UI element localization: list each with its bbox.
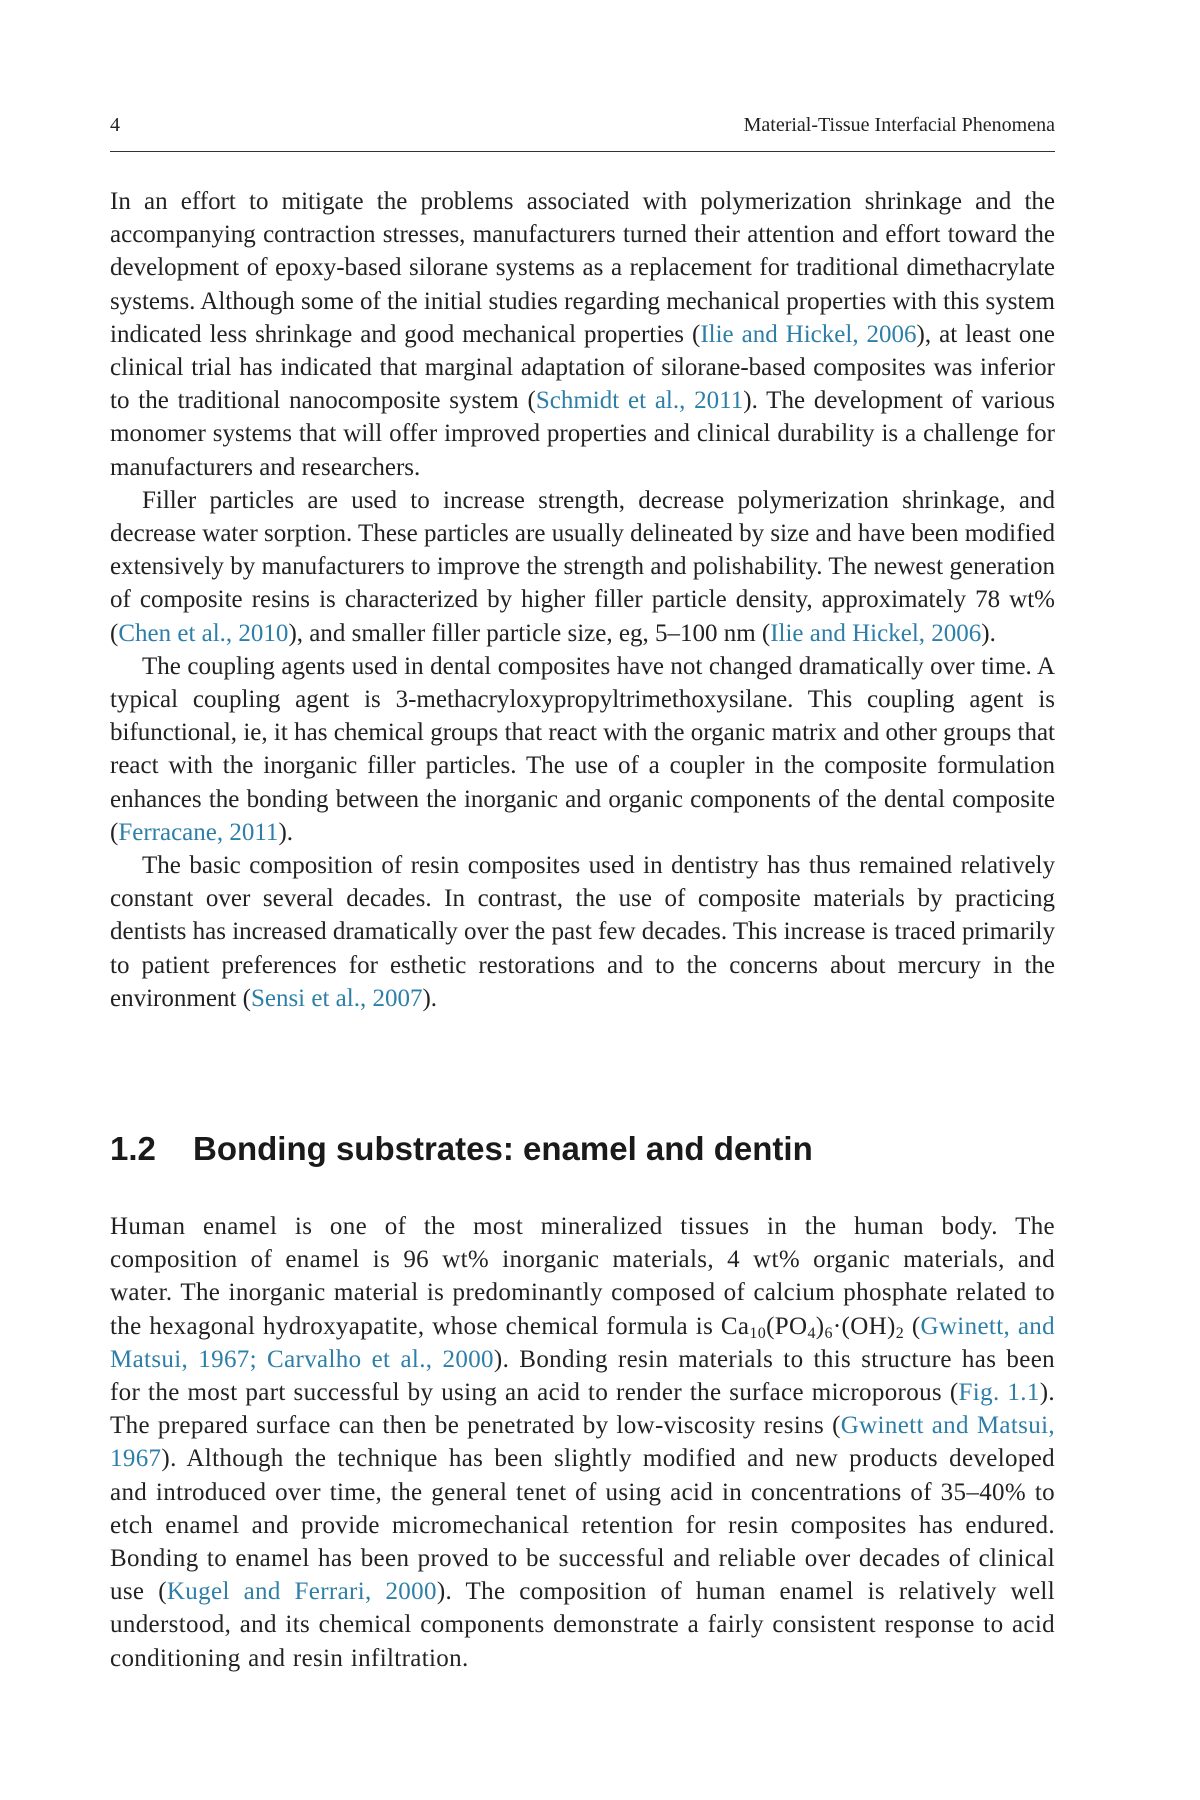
text-run: Filler particles are used to increase strength, decrease polymerization shrinkage, and decrease water sorption. These particles are usually delineated by size and have been modified extensively by manufacturers to improve the strength and polishability. The newest generation of composite resins is characterized by higher filler particle density, approximately 78 wt% ( — [110, 486, 1055, 647]
text-run: The basic composition of resin composites used in dentistry has thus remained relatively constant over several decades. In contrast, the use of composite materials by practicing dentists has increased dramatically over the past few decades. This increase is traced primarily to patient preferences for esthetic restorations and to the concerns about mercury in the environment ( — [110, 852, 1056, 1012]
text-run: ( — [904, 1312, 921, 1340]
citation-link[interactable]: Ilie and Hickel, 2006 — [700, 320, 917, 348]
text-run: ). — [981, 619, 996, 647]
citation-link[interactable]: Kugel and Ferrari, 2000 — [166, 1578, 437, 1606]
text-run: ). — [278, 818, 294, 846]
section-number: 1.2 — [110, 1130, 156, 1167]
text-run: ). Bonding resin materials to this structure has been for the most part successful by using an acid to render the surface microporous ( — [110, 1345, 1055, 1407]
paragraph-coupling-agents — [110, 650, 1055, 849]
citation-link[interactable]: Gwinett and Matsui, 1967 — [110, 1412, 1055, 1473]
citation-link[interactable]: Ilie and Hickel, 2006 — [770, 619, 982, 647]
citation-link[interactable]: Schmidt et al., 2011 — [535, 387, 744, 415]
running-title: Material-Tissue Interfacial Phenomena — [743, 114, 1055, 136]
text-run: ) — [815, 1312, 825, 1340]
body-text-section-1 — [110, 185, 1055, 1015]
text-run: ), and smaller filler particle size, eg, 5–100 nm ( — [288, 619, 771, 647]
citation-link[interactable]: Gwinett, and Matsui, 1967; Carvalho et al., 2000 — [110, 1312, 1056, 1373]
citation-link[interactable]: Chen et al., 2010 — [118, 619, 289, 647]
subscript: 10 — [749, 1324, 767, 1342]
subscript: 2 — [895, 1324, 905, 1342]
text-run: ). The prepared surface can then be penetrated by low-viscosity resins ( — [110, 1379, 1055, 1440]
paragraph-enamel — [110, 1210, 1055, 1675]
header-rule — [110, 151, 1055, 152]
paragraph-silorane — [110, 185, 1055, 484]
text-run: ). The development of various monomer systems that will offer improved properties and clinical durability is a challenge for manufacturers and researchers. — [110, 387, 1055, 481]
text-run: The coupling agents used in dental composites have not changed dramatically over time. A typical coupling agent is 3-methacryloxypropyltrimethoxysilane. This coupling agent is bifunctional, ie, it has chemical groups that react with the organic matrix and other groups that react with the inorganic filler particles. The use of a coupler in the composite formulation enhances the bonding between the inorganic and organic components of the dental composite ( — [110, 652, 1055, 846]
text-run: ). The composition of human enamel is relatively well understood, and its chemical components demonstrate a fairly consistent response to acid conditioning and resin infiltration. — [110, 1578, 1055, 1672]
section-title: Bonding substrates: enamel and dentin — [193, 1130, 813, 1167]
subscript: 6 — [824, 1324, 833, 1342]
text-run: ·(OH) — [832, 1312, 896, 1340]
subscript: 4 — [807, 1324, 816, 1342]
citation-link[interactable]: Ferracane, 2011 — [118, 818, 279, 846]
text-run: ). Although the technique has been slightly modified and new products developed and introduced over time, the general tenet of using acid in concentrations of 35–40% to etch enamel and provide micromechanical retention for resin composites has endured. Bonding to enamel has been proved to be successful and reliable over decades of clinical use ( — [110, 1445, 1055, 1606]
citation-link[interactable]: Sensi et al., 2007 — [250, 984, 423, 1012]
text-run: (PO — [766, 1312, 808, 1340]
page-number: 4 — [110, 114, 120, 136]
paragraph-composition — [110, 849, 1055, 1015]
section-heading — [110, 1130, 1055, 1168]
text-run: ). — [422, 984, 438, 1012]
figure-link[interactable]: Fig. 1.1 — [958, 1379, 1040, 1407]
paragraph-filler-particles — [110, 484, 1055, 650]
text-run: Human enamel is one of the most mineralized tissues in the human body. The composition of enamel is 96 wt% inorganic materials, 4 wt% organic materials, and water. The inorganic material is predominantly composed of calcium phosphate related to the hexagonal hydroxyapatite, whose chemical formula is Ca — [110, 1213, 1055, 1340]
text-run: In an effort to mitigate the problems associated with polymerization shrinkage and the accompanying contraction stresses, manufacturers turned their attention and effort toward the development of epoxy-based silorane systems as a replacement for traditional dimethacrylate systems. Although some of the initial studies regarding mechanical properties with this system indicated less shrinkage and good mechanical properties ( — [110, 188, 1055, 348]
text-run: ), at least one clinical trial has indicated that marginal adaptation of silorane-based composites was inferior to the traditional nanocomposite system ( — [110, 320, 1055, 415]
body-text-section-2 — [110, 1210, 1055, 1675]
